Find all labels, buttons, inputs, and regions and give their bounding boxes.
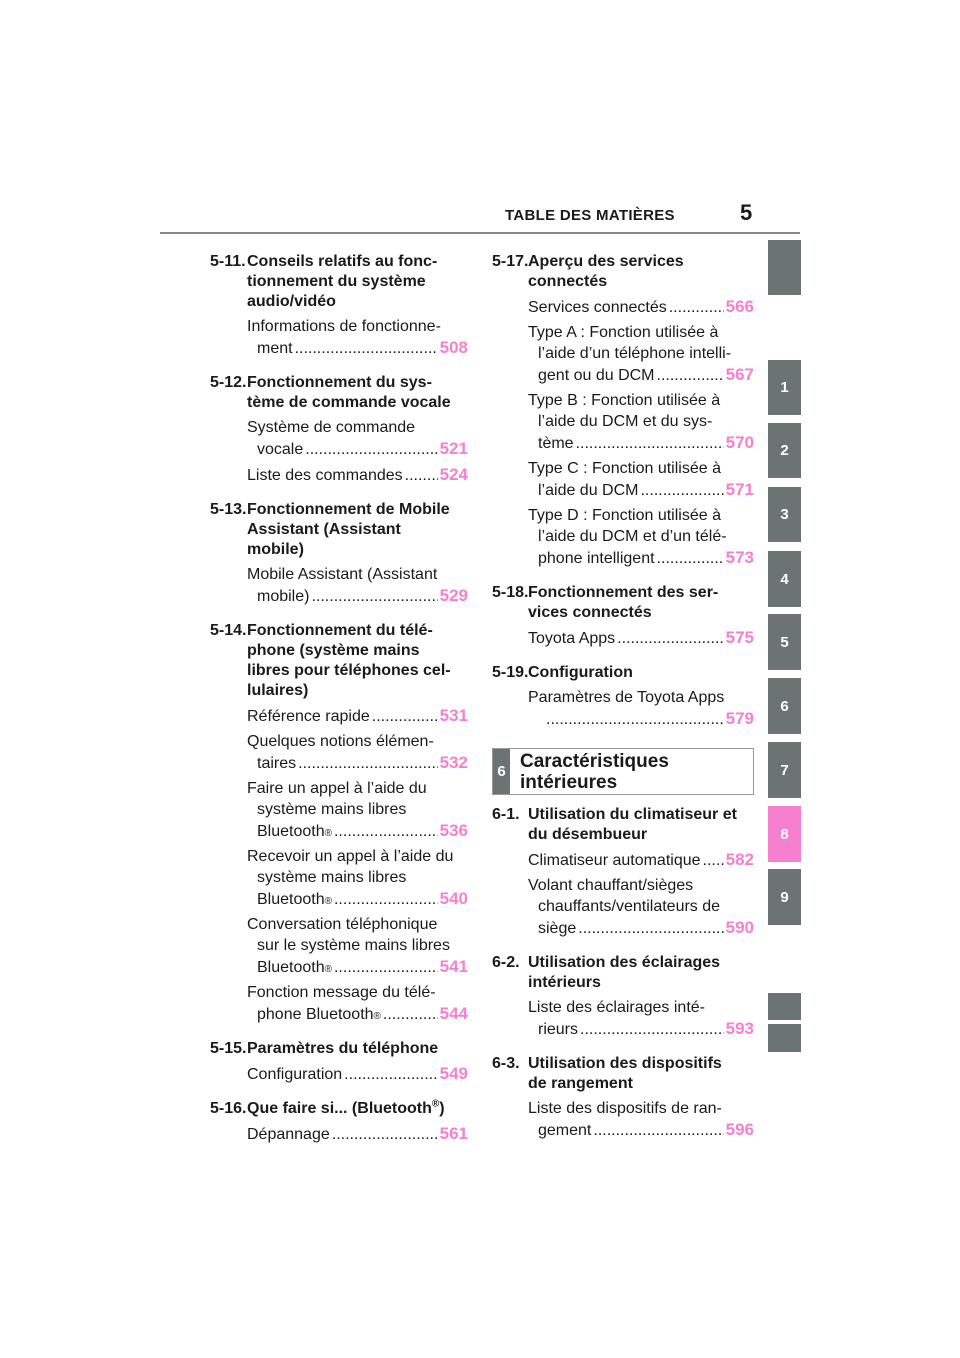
chapter-heading[interactable] (492, 748, 754, 795)
dot-leader (298, 753, 438, 774)
page-number: 5 (740, 200, 753, 225)
toc-entry-text: Liste des commandes (247, 467, 403, 484)
page-link[interactable]: 593 (725, 1019, 754, 1038)
toc-entry-line: l’aide d’un téléphone intelli- (538, 345, 732, 362)
page-link[interactable]: 582 (725, 850, 754, 869)
dot-leader (576, 433, 724, 454)
toc-entry-row: Bluetooth ® ..... 541 (247, 956, 468, 978)
toc-entry-row (528, 1018, 754, 1040)
toc-entry-row (528, 917, 754, 939)
toc-entry-row (247, 438, 468, 460)
page-link[interactable]: 566 (725, 297, 754, 316)
section-heading (492, 583, 754, 623)
dot-leader (580, 1019, 724, 1040)
dot-leader (578, 918, 723, 939)
dot-leader (334, 889, 438, 910)
toc-entry-row (247, 464, 468, 486)
toc-entry[interactable] (247, 846, 468, 910)
section-title-line: connectés (528, 273, 608, 290)
toc-entry[interactable] (247, 778, 468, 842)
section-number: 5-17. (492, 253, 529, 270)
toc-entry-line: Type C : Fonction utilisée à (528, 460, 721, 477)
toc-entry-text: Climatiseur automatique (528, 852, 701, 869)
section-title-line: Fonctionnement de Mobile (247, 501, 450, 518)
section-title-line: tème de commande vocale (247, 394, 451, 411)
section-heading (210, 1039, 468, 1059)
section-heading (492, 252, 754, 292)
dot-leader (383, 1004, 438, 1025)
toc-entry-row (247, 585, 468, 607)
page-link[interactable]: 529 (439, 586, 468, 605)
toc-entry-line: chauffants/ventilateurs de (538, 898, 721, 915)
toc-entry-line: Volant chauffant/sièges (528, 877, 694, 894)
toc-entry[interactable] (528, 849, 754, 871)
toc-entry-line: Type A : Fonction utilisée à (528, 324, 719, 341)
toc-entry-row: phone Bluetooth ® ..... 544 (247, 1003, 468, 1025)
left-column (210, 244, 468, 1151)
toc-entry-line: Liste des dispositifs de ran- (528, 1100, 722, 1117)
page-link[interactable]: 570 (725, 433, 754, 452)
section-title-line: tionnement du système (247, 273, 426, 290)
toc-entry-line: l’aide du DCM et d’un télé- (538, 528, 727, 545)
section-title-line: mobile) (247, 541, 304, 558)
section-number: 6-3. (492, 1055, 520, 1072)
section-number: 6-2. (492, 954, 520, 971)
section-number: 5-11. (210, 253, 246, 270)
section-heading (210, 500, 468, 560)
section-heading (210, 252, 468, 312)
chapter-tab-6[interactable]: 6 (768, 678, 801, 734)
toc-entry[interactable] (528, 390, 754, 454)
toc-entry[interactable] (247, 464, 468, 486)
toc-entry[interactable] (528, 505, 754, 569)
toc-entry-text: gement (538, 1122, 592, 1139)
dot-leader (405, 465, 438, 486)
dot-leader (640, 480, 723, 501)
page-link[interactable]: 521 (439, 439, 468, 458)
toc-entry-text: phone intelligent (538, 550, 655, 567)
page-link[interactable]: 571 (725, 480, 754, 499)
toc-entry-line: Système de commande (247, 419, 416, 436)
right-column (492, 244, 754, 1147)
toc-entry-row (528, 432, 754, 454)
toc-entry[interactable] (247, 316, 468, 359)
page-link[interactable]: 590 (725, 918, 754, 937)
section-title-close: ) (439, 1100, 445, 1117)
toc-entry-line: Mobile Assistant (Assistant (247, 566, 438, 583)
header-title: TABLE DES MATIÈRES (505, 207, 675, 224)
page-link[interactable]: 532 (439, 753, 468, 772)
chapter-tab-7[interactable]: 7 (768, 742, 801, 798)
section-title-line: Configuration (528, 664, 633, 681)
section-heading (210, 621, 468, 701)
chapter-tab-2[interactable]: 2 (768, 423, 801, 478)
toc-entry-row (247, 705, 468, 727)
section-title-line: Aperçu des services (528, 253, 684, 270)
chapter-tab-4[interactable]: 4 (768, 551, 801, 607)
dot-leader (334, 957, 438, 978)
toc-entry-row (528, 849, 754, 871)
header-rule (160, 232, 800, 234)
dot-leader (617, 628, 723, 649)
toc-entry-line: Paramètres de Toyota Apps (528, 689, 725, 706)
toc-entry-line: Type D : Fonction utilisée à (528, 507, 721, 524)
section-number: 5-16. (210, 1100, 247, 1117)
chapter-number: 6 (493, 749, 510, 794)
section-title-line: Fonctionnement du sys- (247, 374, 432, 391)
section-title-line: Assistant (Assistant (247, 521, 401, 538)
dot-leader (305, 439, 437, 460)
toc-entry-text: Bluetooth (257, 823, 325, 840)
section-title-line: du désembueur (528, 826, 648, 843)
toc-entry-row (528, 296, 754, 318)
page-link[interactable]: 561 (439, 1124, 468, 1143)
toc-entry-text: siège (538, 920, 577, 937)
section-title-line: phone (système mains (247, 642, 420, 659)
toc-entry-line: Conversation téléphonique (247, 916, 438, 933)
toc-entry-row (247, 1123, 468, 1145)
section-title-line: Fonctionnement du télé- (247, 622, 433, 639)
page-link[interactable]: 549 (439, 1064, 468, 1083)
chapter-title (510, 751, 669, 793)
section-number: 5-18. (492, 584, 529, 601)
toc-entry-text: gent ou du DCM (538, 367, 655, 384)
toc-entry[interactable] (528, 687, 754, 730)
toc-entry-text: Services connectés (528, 299, 667, 316)
toc-entry-line: Recevoir un appel à l’aide du (247, 848, 454, 865)
toc-entry-row (247, 752, 468, 774)
toc-entry-row (528, 627, 754, 649)
toc-entry-line: l’aide du DCM et du sys- (538, 413, 713, 430)
toc-entry-line: Quelques notions élémen- (247, 733, 434, 750)
page-link[interactable]: 575 (725, 628, 754, 647)
section-heading (210, 1099, 468, 1119)
dot-leader (657, 548, 724, 569)
toc-entry-text: phone Bluetooth (257, 1006, 374, 1023)
dot-leader (703, 850, 724, 871)
toc-entry-text: vocale (257, 441, 304, 458)
toc-entry-line: système mains libres (257, 801, 407, 818)
dot-leader (344, 1064, 437, 1085)
dot-leader (372, 706, 438, 727)
toc-entry[interactable] (247, 564, 468, 607)
toc-entry-line: Type B : Fonction utilisée à (528, 392, 721, 409)
toc-entry-text: tème (538, 435, 574, 452)
toc-entry[interactable] (247, 1123, 468, 1145)
page-link[interactable]: 544 (439, 1004, 468, 1023)
section-title-line: Conseils relatifs au fonc- (247, 253, 438, 270)
section-heading (492, 953, 754, 993)
section-title-line: Paramètres du téléphone (247, 1040, 439, 1057)
toc-entry[interactable] (528, 1098, 754, 1141)
section-title-line: audio/vidéo (247, 293, 336, 310)
chapter-tab-1[interactable]: 1 (768, 360, 801, 415)
toc-entry[interactable] (528, 322, 754, 386)
toc-entry-row (528, 708, 754, 730)
section-title-line: intérieurs (528, 974, 601, 991)
toc-entry-line: Faire un appel à l’aide du (247, 780, 427, 797)
toc-entry-line: Informations de fonctionne- (247, 318, 441, 335)
section-heading (492, 805, 754, 845)
chapter-tab-blank[interactable] (768, 1024, 801, 1052)
section-title-line: Que faire si... (Bluetooth®) (247, 1098, 445, 1117)
toc-entry-row (247, 337, 468, 359)
section-title-line: Utilisation des éclairages (528, 954, 721, 971)
dot-leader (334, 821, 438, 842)
toc-entry-text: Configuration (247, 1066, 343, 1083)
toc-entry-text: Référence rapide (247, 708, 370, 725)
toc-entry-text: ment (257, 340, 293, 357)
toc-entry-row: Bluetooth ® ..... 540 (247, 888, 468, 910)
page-link[interactable]: 536 (439, 821, 468, 840)
page-link[interactable]: 567 (725, 365, 754, 384)
toc-entry[interactable] (247, 417, 468, 460)
toc-entry-text: Bluetooth (257, 891, 325, 908)
dot-leader (295, 338, 438, 359)
section-number: 5-13. (210, 501, 247, 518)
dot-leader (311, 586, 437, 607)
dot-leader (669, 297, 724, 318)
dot-leader (546, 709, 724, 730)
toc-entry-text: rieurs (538, 1021, 579, 1038)
toc-entry-row (247, 1063, 468, 1085)
toc-entry-line: Liste des éclairages inté- (528, 999, 705, 1016)
toc-entry-text: Dépannage (247, 1126, 330, 1143)
section-number: 6-1. (492, 806, 520, 823)
toc-entry[interactable] (247, 705, 468, 727)
page-link[interactable]: 573 (725, 548, 754, 567)
section-heading (492, 1054, 754, 1094)
page-link[interactable]: 531 (439, 706, 468, 725)
toc-entry-text: l’aide du DCM (538, 482, 639, 499)
toc-entry[interactable] (528, 296, 754, 318)
toc-entry[interactable] (528, 627, 754, 649)
page-link[interactable]: 540 (439, 889, 468, 908)
chapter-title-line: intérieures (520, 771, 618, 793)
section-number: 5-12. (210, 374, 247, 391)
dot-leader (332, 1124, 438, 1145)
toc-entry-row: Bluetooth ® ..... 536 (247, 820, 468, 842)
toc-entry[interactable] (247, 982, 468, 1025)
toc-entry-text: Bluetooth (257, 959, 325, 976)
toc-entry[interactable] (528, 875, 754, 939)
registered-mark: ® (431, 1098, 440, 1110)
page-link[interactable]: 541 (439, 957, 468, 976)
toc-entry-line: système mains libres (257, 869, 407, 886)
page-link[interactable]: 579 (725, 709, 754, 728)
dot-leader (593, 1120, 723, 1141)
chapter-tab-blank[interactable] (768, 993, 801, 1020)
page-link[interactable]: 524 (439, 465, 468, 484)
toc-entry-row (528, 1119, 754, 1141)
chapter-tab-3[interactable]: 3 (768, 487, 801, 542)
section-title-line: vices connectés (528, 604, 652, 621)
chapter-tab-8[interactable]: 8 (768, 806, 801, 862)
toc-entry-text: mobile) (257, 588, 310, 605)
section-title-line: Fonctionnement des ser- (528, 584, 719, 601)
section-title-line: Utilisation des dispositifs (528, 1055, 722, 1072)
chapter-tab-blank[interactable] (768, 240, 801, 295)
toc-entry-line: sur le système mains libres (257, 937, 450, 954)
page-link[interactable]: 596 (725, 1120, 754, 1139)
page-link[interactable]: 508 (439, 338, 468, 357)
toc-entry-text: taires (257, 755, 297, 772)
chapter-tab-5[interactable]: 5 (768, 614, 801, 670)
section-number: 5-19. (492, 664, 529, 681)
section-title-line: lulaires) (247, 682, 309, 699)
toc-entry-row (528, 364, 754, 386)
toc-entry-row (528, 479, 754, 501)
toc-entry-line: Fonction message du télé- (247, 984, 436, 1001)
section-title-line: de rangement (528, 1075, 633, 1092)
section-number: 5-15. (210, 1040, 247, 1057)
chapter-title-line: Caractéristiques (520, 750, 669, 772)
toc-entry[interactable] (247, 731, 468, 774)
toc-entry-text: Toyota Apps (528, 630, 616, 647)
section-title-line: Utilisation du climatiseur et (528, 806, 737, 823)
section-heading (210, 373, 468, 413)
toc-entry[interactable] (528, 997, 754, 1040)
toc-entry[interactable] (247, 914, 468, 978)
dot-leader (657, 365, 724, 386)
toc-entry-row (528, 547, 754, 569)
section-title-line: libres pour téléphones cel- (247, 662, 451, 679)
chapter-tab-9[interactable]: 9 (768, 869, 801, 925)
section-number: 5-14. (210, 622, 247, 639)
toc-entry[interactable] (247, 1063, 468, 1085)
section-heading (492, 663, 754, 683)
toc-entry[interactable] (528, 458, 754, 501)
